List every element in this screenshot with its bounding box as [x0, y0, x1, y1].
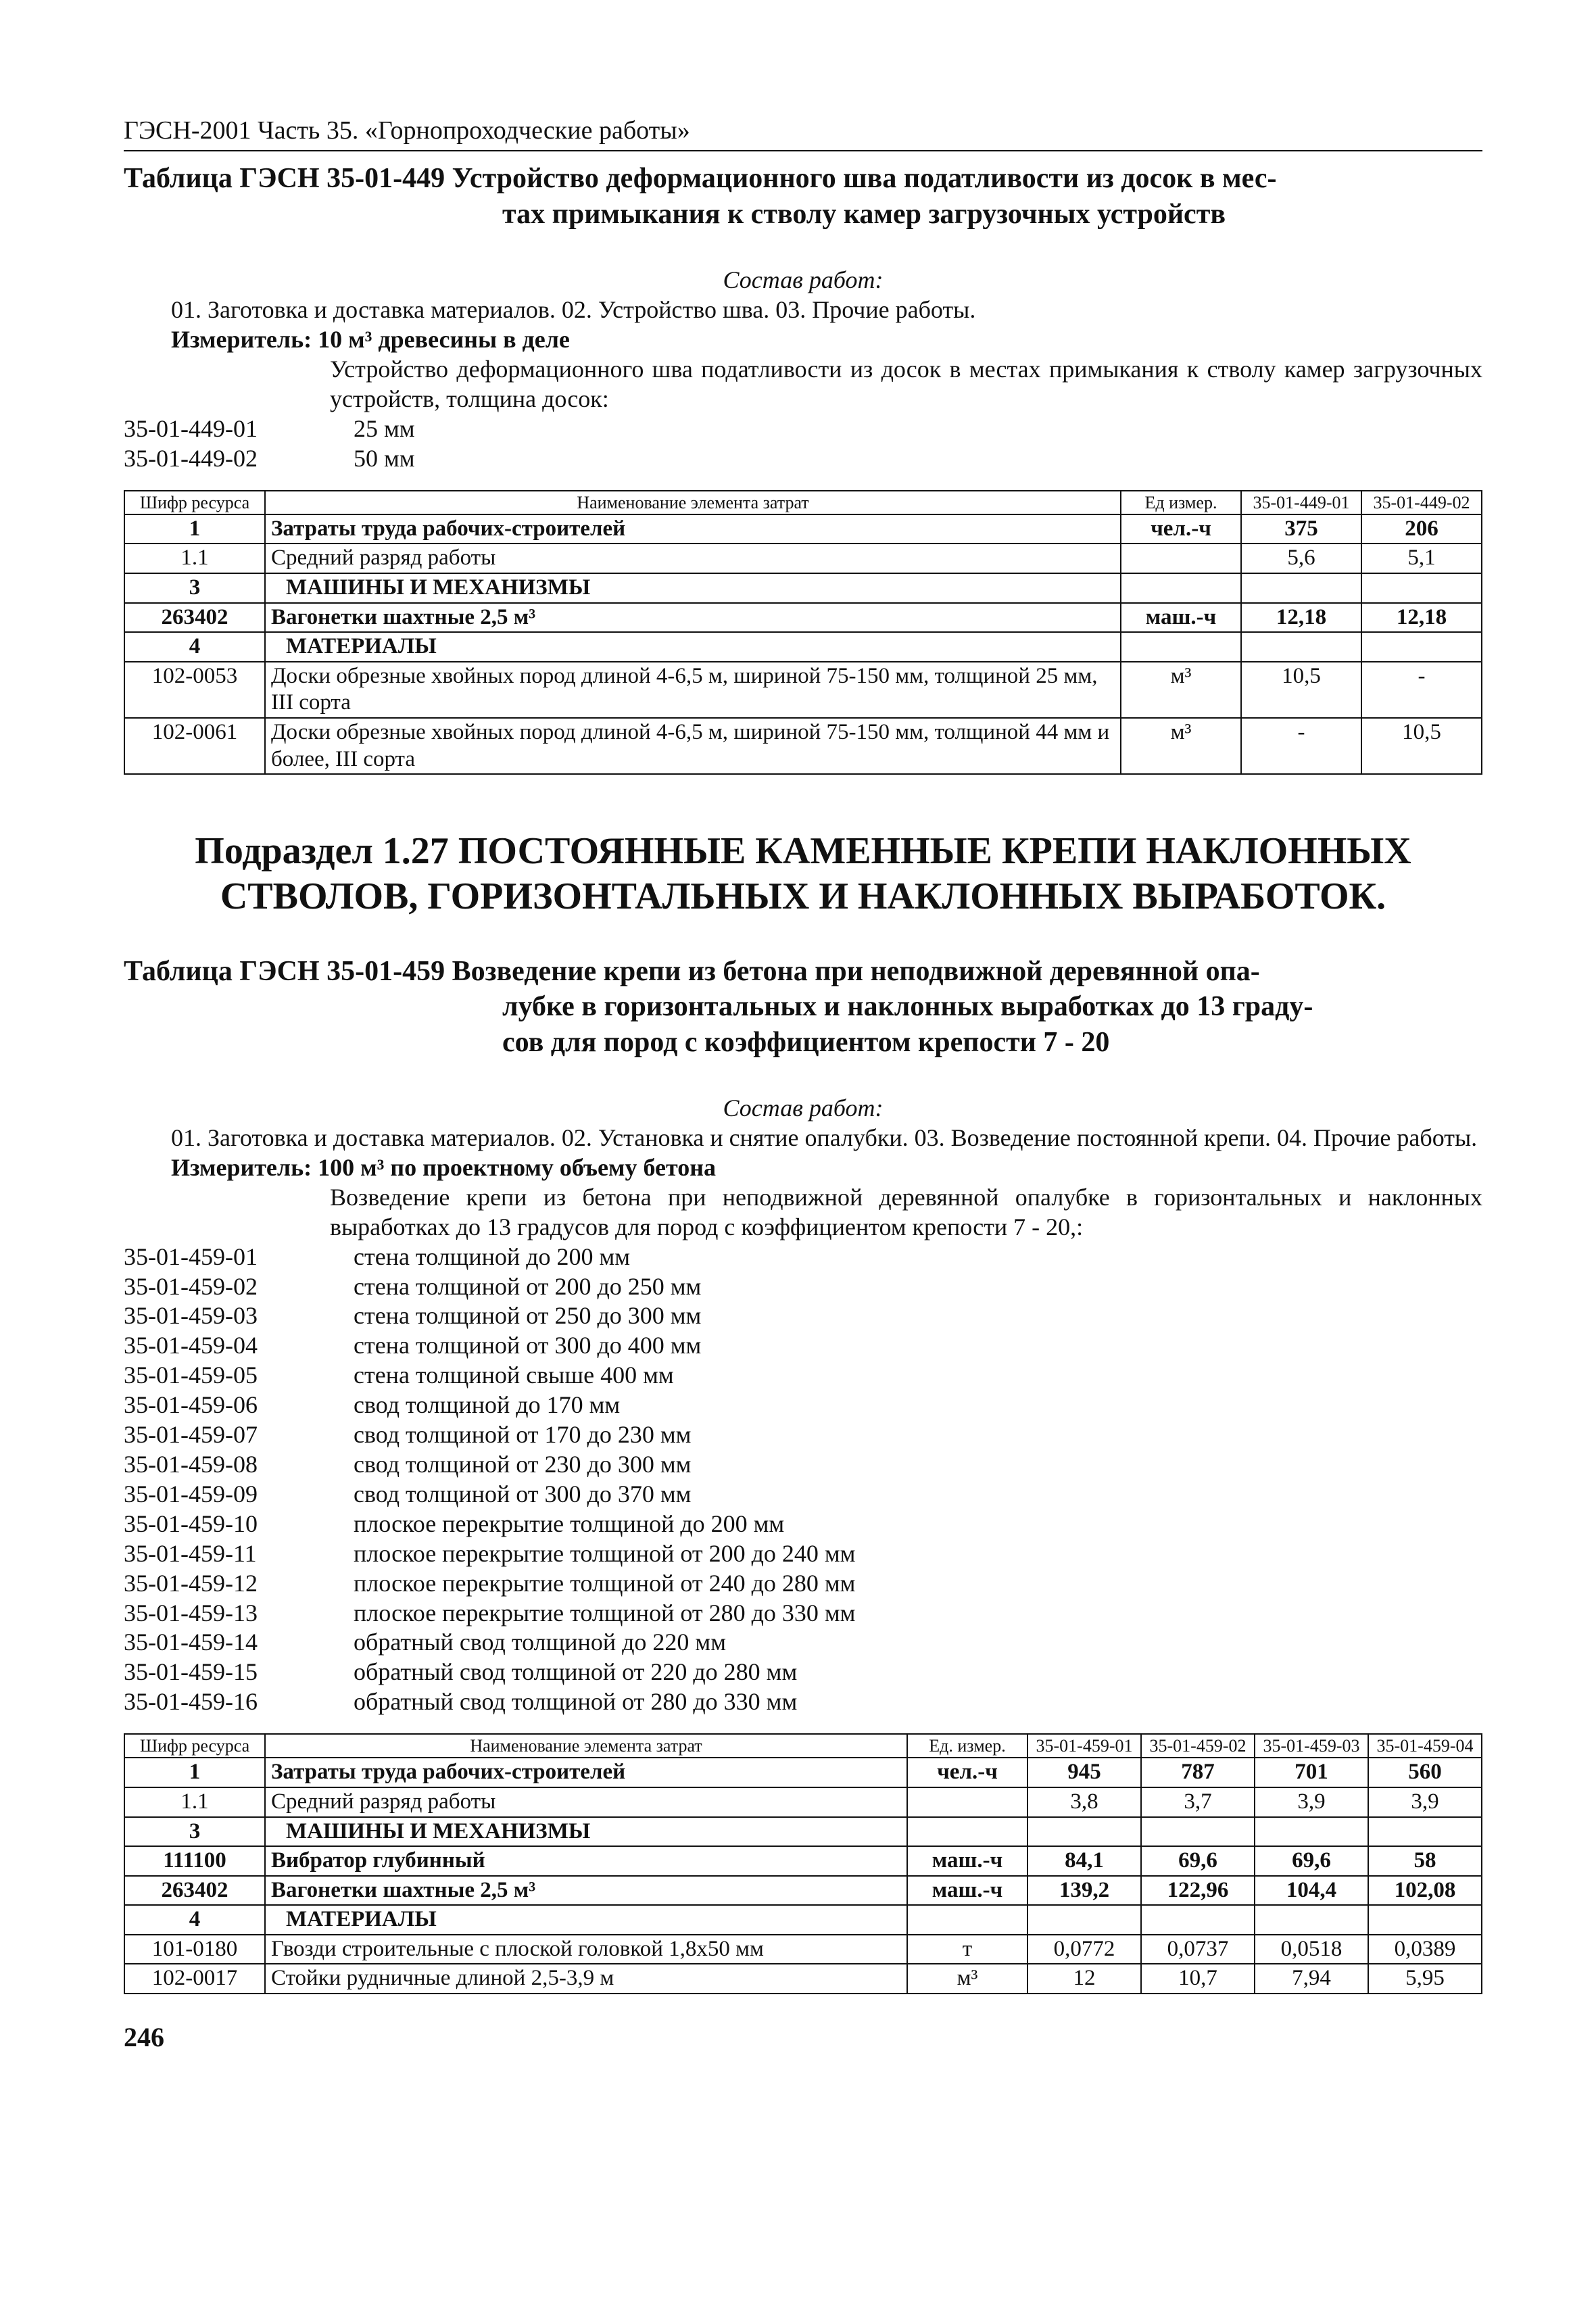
resource-unit: м³ [1121, 718, 1241, 774]
resource-value: 104,4 [1255, 1876, 1368, 1906]
norm-description: плоское перекрытие толщиной от 200 до 240 мм [354, 1539, 856, 1567]
norm-code: 35-01-459-02 [124, 1272, 258, 1300]
table-449-title-cont: тах примыкания к стволу камер загрузочных устройств [502, 198, 1226, 230]
table-459-meter-value: 100 м³ по проектному объему бетона [318, 1153, 716, 1181]
col-code-header: Шифр ресурса [124, 491, 265, 514]
norm-code: 35-01-459-10 [124, 1510, 258, 1537]
resource-value: 3,9 [1255, 1787, 1368, 1817]
resource-value: 122,96 [1141, 1876, 1255, 1906]
norm-code: 35-01-459-04 [124, 1332, 258, 1359]
resource-unit [1121, 632, 1241, 662]
col-unit-header: Ед измер. [1121, 491, 1241, 514]
resource-value [1361, 632, 1482, 662]
resource-value: 3,8 [1027, 1787, 1141, 1817]
resource-name: МАТЕРИАЛЫ [265, 1905, 907, 1935]
resource-unit [907, 1905, 1027, 1935]
code-list-item [124, 1391, 1482, 1420]
subsection-heading: Подраздел 1.27 ПОСТОЯННЫЕ КАМЕННЫЕ КРЕПИ НАКЛОННЫХ СТВОЛОВ, ГОРИЗОНТАЛЬНЫХ И НАКЛОННЫХ ВЫРАБОТОК. [195, 830, 1411, 918]
table-459-title-cont1: лубке в горизонтальных и наклонных выработках до 13 граду- [502, 991, 1313, 1023]
resource-code: 102-0061 [124, 718, 265, 774]
resource-unit: чел.-ч [1121, 514, 1241, 544]
norm-code: 35-01-459-09 [124, 1480, 258, 1507]
resource-value: 10,5 [1361, 718, 1482, 774]
table-row [124, 1817, 1482, 1847]
code-list-item [124, 1658, 1482, 1687]
resource-value: 12,18 [1361, 603, 1482, 633]
resource-value: 5,95 [1368, 1964, 1482, 1994]
resource-unit: чел.-ч [907, 1758, 1027, 1787]
table-row [124, 1876, 1482, 1906]
table-459-resources [124, 1733, 1482, 1994]
norm-code: 35-01-459-16 [124, 1688, 258, 1716]
resource-code: 3 [124, 1817, 265, 1847]
col-459-03-header: 35-01-459-03 [1255, 1734, 1368, 1758]
resource-name: Вагонетки шахтные 2,5 м³ [265, 603, 1121, 633]
table-row [124, 1905, 1482, 1935]
table-449-meter [124, 325, 1482, 355]
resource-name: Затраты труда рабочих-строителей [265, 1758, 907, 1787]
norm-description: 50 мм [354, 444, 415, 472]
col-459-02-header: 35-01-459-02 [1141, 1734, 1255, 1758]
col-449-01-header: 35-01-449-01 [1241, 491, 1361, 514]
norm-description: стена толщиной свыше 400 мм [354, 1361, 674, 1389]
norm-description: стена толщиной от 200 до 250 мм [354, 1272, 702, 1300]
resource-code: 4 [124, 632, 265, 662]
col-unit-header: Ед. измер. [907, 1734, 1027, 1758]
table-449-section [124, 161, 1482, 775]
resource-value [1027, 1905, 1141, 1935]
resource-value: 787 [1141, 1758, 1255, 1787]
resource-value: 69,6 [1141, 1846, 1255, 1876]
resource-value: - [1241, 718, 1361, 774]
norm-description: 25 мм [354, 414, 415, 442]
resource-value: 69,6 [1255, 1846, 1368, 1876]
resource-name: Вибратор глубинный [265, 1846, 907, 1876]
table-row [124, 718, 1482, 774]
resource-code: 263402 [124, 1876, 265, 1906]
resource-unit: маш.-ч [1121, 603, 1241, 633]
resource-code: 4 [124, 1905, 265, 1935]
resource-value: 10,7 [1141, 1964, 1255, 1994]
code-list-item [124, 1569, 1482, 1599]
table-449-meter-value: 10 м³ древесины в деле [318, 326, 570, 354]
norm-description: свод толщиной от 170 до 230 мм [354, 1421, 692, 1449]
col-459-04-header: 35-01-459-04 [1368, 1734, 1482, 1758]
document-page [124, 115, 1482, 2054]
resource-value: 3,9 [1368, 1787, 1482, 1817]
resource-value [1141, 1905, 1255, 1935]
table-row [124, 603, 1482, 633]
table-449-title-text: Устройство деформационного шва податливости из досок в мес- [452, 163, 1277, 195]
resource-unit: м³ [1121, 662, 1241, 718]
resource-value [1368, 1905, 1482, 1935]
resource-unit: маш.-ч [907, 1876, 1027, 1906]
resource-code: 1.1 [124, 1787, 265, 1817]
resource-code: 101-0180 [124, 1935, 265, 1964]
resource-value [1255, 1905, 1368, 1935]
table-459-title [124, 954, 1482, 1061]
norm-description: стена толщиной от 300 до 400 мм [354, 1332, 702, 1359]
code-list-item [124, 1628, 1482, 1658]
resource-value: 5,6 [1241, 544, 1361, 573]
norm-code: 35-01-459-11 [124, 1539, 257, 1567]
table-459-works: 01. Заготовка и доставка материалов. 02. Установка и снятие опалубки. 03. Возведение постоянной крепи. 04. Прочие работы. [171, 1124, 1478, 1152]
resource-value: 58 [1368, 1846, 1482, 1876]
norm-code: 35-01-459-12 [124, 1569, 258, 1597]
table-449-works: 01. Заготовка и доставка материалов. 02. Устройство шва. 03. Прочие работы. [171, 296, 976, 324]
resource-code: 1 [124, 514, 265, 544]
resource-code: 1 [124, 1758, 265, 1787]
resource-value [1255, 1817, 1368, 1847]
col-449-02-header: 35-01-449-02 [1361, 491, 1482, 514]
norm-description: плоское перекрытие толщиной от 280 до 330 мм [354, 1599, 856, 1626]
resource-value: 3,7 [1141, 1787, 1255, 1817]
resource-value: 5,1 [1361, 544, 1482, 573]
norm-description: обратный свод толщиной от 220 до 280 мм [354, 1658, 798, 1686]
code-list-item [124, 1599, 1482, 1629]
norm-code: 35-01-459-06 [124, 1391, 258, 1419]
resource-value: 0,0518 [1255, 1935, 1368, 1964]
resource-code: 102-0017 [124, 1964, 265, 1994]
table-459-body [124, 1758, 1482, 1994]
norm-code: 35-01-459-14 [124, 1629, 258, 1656]
code-list-item [124, 1361, 1482, 1391]
col-459-01-header: 35-01-459-01 [1027, 1734, 1141, 1758]
resource-value: 12,18 [1241, 603, 1361, 633]
norm-description: плоское перекрытие толщиной от 240 до 280 мм [354, 1569, 856, 1597]
resource-value: 102,08 [1368, 1876, 1482, 1906]
resource-value: 0,0772 [1027, 1935, 1141, 1964]
resource-value: 12 [1027, 1964, 1141, 1994]
resource-unit [1121, 573, 1241, 603]
resource-name: Доски обрезные хвойных пород длиной 4-6,5 м, шириной 75-150 мм, толщиной 44 мм и более, III сорта [265, 718, 1121, 774]
norm-description: стена толщиной от 250 до 300 мм [354, 1302, 702, 1330]
norm-code: 35-01-449-01 [124, 414, 258, 442]
code-list-item [124, 444, 1482, 474]
table-449-title [124, 161, 1482, 232]
table-row [124, 1787, 1482, 1817]
resource-value [1141, 1817, 1255, 1847]
resource-name: Средний разряд работы [265, 1787, 907, 1817]
norm-code: 35-01-459-08 [124, 1450, 258, 1478]
resource-value: 139,2 [1027, 1876, 1141, 1906]
table-459-work-composition-label: Состав работ: [723, 1094, 884, 1122]
resource-name: МАШИНЫ И МЕХАНИЗМЫ [265, 573, 1121, 603]
table-row [124, 514, 1482, 544]
table-459-title-cont2: сов для пород с коэффициентом крепости 7 - 20 [502, 1026, 1110, 1058]
code-list-item [124, 414, 1482, 444]
resource-value: 206 [1361, 514, 1482, 544]
norm-description: свод толщиной от 230 до 300 мм [354, 1450, 692, 1478]
table-459-meter-label: Измеритель: [171, 1153, 312, 1181]
resource-value: 375 [1241, 514, 1361, 544]
code-list-item [124, 1243, 1482, 1272]
code-list-item [124, 1480, 1482, 1510]
table-459-section [124, 954, 1482, 1994]
table-row [124, 662, 1482, 718]
resource-code: 1.1 [124, 544, 265, 573]
resource-code: 102-0053 [124, 662, 265, 718]
resource-name: Стойки рудничные длиной 2,5-3,9 м [265, 1964, 907, 1994]
code-list-item [124, 1420, 1482, 1450]
resource-unit [907, 1817, 1027, 1847]
norm-code: 35-01-459-15 [124, 1658, 258, 1686]
resource-value [1027, 1817, 1141, 1847]
resource-code: 111100 [124, 1846, 265, 1876]
resource-name: Средний разряд работы [265, 544, 1121, 573]
resource-value [1368, 1817, 1482, 1847]
norm-description: плоское перекрытие толщиной до 200 мм [354, 1510, 785, 1537]
table-449-title-label: Таблица ГЭСН 35-01-449 [124, 163, 445, 195]
resource-value: - [1361, 662, 1482, 718]
table-459-description: Возведение крепи из бетона при неподвижной деревянной опалубке в горизонтальных и наклонных выработках до 13 градусов для пород с коэффициентом крепости 7 - 20,: [330, 1183, 1482, 1240]
table-449-work-composition-label: Состав работ: [723, 266, 884, 294]
resource-name: Гвозди строительные с плоской головкой 1,8х50 мм [265, 1935, 907, 1964]
resource-code: 3 [124, 573, 265, 603]
code-list-item [124, 1331, 1482, 1361]
resource-value: 10,5 [1241, 662, 1361, 718]
table-row [124, 544, 1482, 573]
resource-name: МАТЕРИАЛЫ [265, 632, 1121, 662]
resource-value [1241, 632, 1361, 662]
table-row [124, 573, 1482, 603]
norm-code: 35-01-449-02 [124, 444, 258, 472]
norm-description: обратный свод толщиной от 280 до 330 мм [354, 1688, 798, 1716]
resource-value [1241, 573, 1361, 603]
resource-unit [907, 1787, 1027, 1817]
col-name-header: Наименование элемента затрат [265, 1734, 907, 1758]
table-459-code-list [124, 1243, 1482, 1718]
resource-value [1361, 573, 1482, 603]
table-459-title-text: Возведение крепи из бетона при неподвижной деревянной опа- [452, 955, 1260, 987]
table-449-description: Устройство деформационного шва податливости из досок в местах примыкания к стволу камер загрузочных устройств, толщина досок: [330, 356, 1482, 412]
table-449-meter-label: Измеритель: [171, 326, 312, 354]
resource-name: Затраты труда рабочих-строителей [265, 514, 1121, 544]
norm-code: 35-01-459-13 [124, 1599, 258, 1626]
resource-unit: т [907, 1935, 1027, 1964]
resource-value: 0,0389 [1368, 1935, 1482, 1964]
norm-code: 35-01-459-03 [124, 1302, 258, 1330]
norm-code: 35-01-459-07 [124, 1421, 258, 1449]
table-row [124, 1964, 1482, 1994]
norm-description: обратный свод толщиной до 220 мм [354, 1629, 726, 1656]
norm-description: стена толщиной до 200 мм [354, 1243, 631, 1270]
resource-value: 7,94 [1255, 1964, 1368, 1994]
table-row [124, 1935, 1482, 1964]
norm-description: свод толщиной от 300 до 370 мм [354, 1480, 692, 1507]
resource-unit [1121, 544, 1241, 573]
running-header: ГЭСН-2001 Часть 35. «Горнопроходческие работы» [124, 115, 1482, 151]
col-code-header: Шифр ресурса [124, 1734, 265, 1758]
table-449-resources [124, 490, 1482, 775]
col-name-header: Наименование элемента затрат [265, 491, 1121, 514]
resource-value: 84,1 [1027, 1846, 1141, 1876]
resource-unit: м³ [907, 1964, 1027, 1994]
resource-name: Доски обрезные хвойных пород длиной 4-6,5 м, шириной 75-150 мм, толщиной 25 мм, III сорта [265, 662, 1121, 718]
table-row [124, 632, 1482, 662]
resource-code: 263402 [124, 603, 265, 633]
table-459-title-label: Таблица ГЭСН 35-01-459 [124, 955, 445, 987]
page-number: 246 [124, 2022, 164, 2053]
norm-description: свод толщиной до 170 мм [354, 1391, 621, 1419]
resource-name: МАШИНЫ И МЕХАНИЗМЫ [265, 1817, 907, 1847]
table-row [124, 1846, 1482, 1876]
table-449-code-list [124, 414, 1482, 474]
code-list-item [124, 1687, 1482, 1717]
table-449-body [124, 514, 1482, 774]
norm-code: 35-01-459-05 [124, 1361, 258, 1389]
norm-code: 35-01-459-01 [124, 1243, 258, 1270]
resource-value: 0,0737 [1141, 1935, 1255, 1964]
resource-value: 560 [1368, 1758, 1482, 1787]
code-list-item [124, 1301, 1482, 1331]
code-list-item [124, 1539, 1482, 1569]
table-459-meter [124, 1153, 1482, 1183]
code-list-item [124, 1272, 1482, 1302]
resource-value: 945 [1027, 1758, 1141, 1787]
code-list-item [124, 1510, 1482, 1539]
resource-value: 701 [1255, 1758, 1368, 1787]
code-list-item [124, 1450, 1482, 1480]
resource-unit: маш.-ч [907, 1846, 1027, 1876]
resource-name: Вагонетки шахтные 2,5 м³ [265, 1876, 907, 1906]
table-row [124, 1758, 1482, 1787]
